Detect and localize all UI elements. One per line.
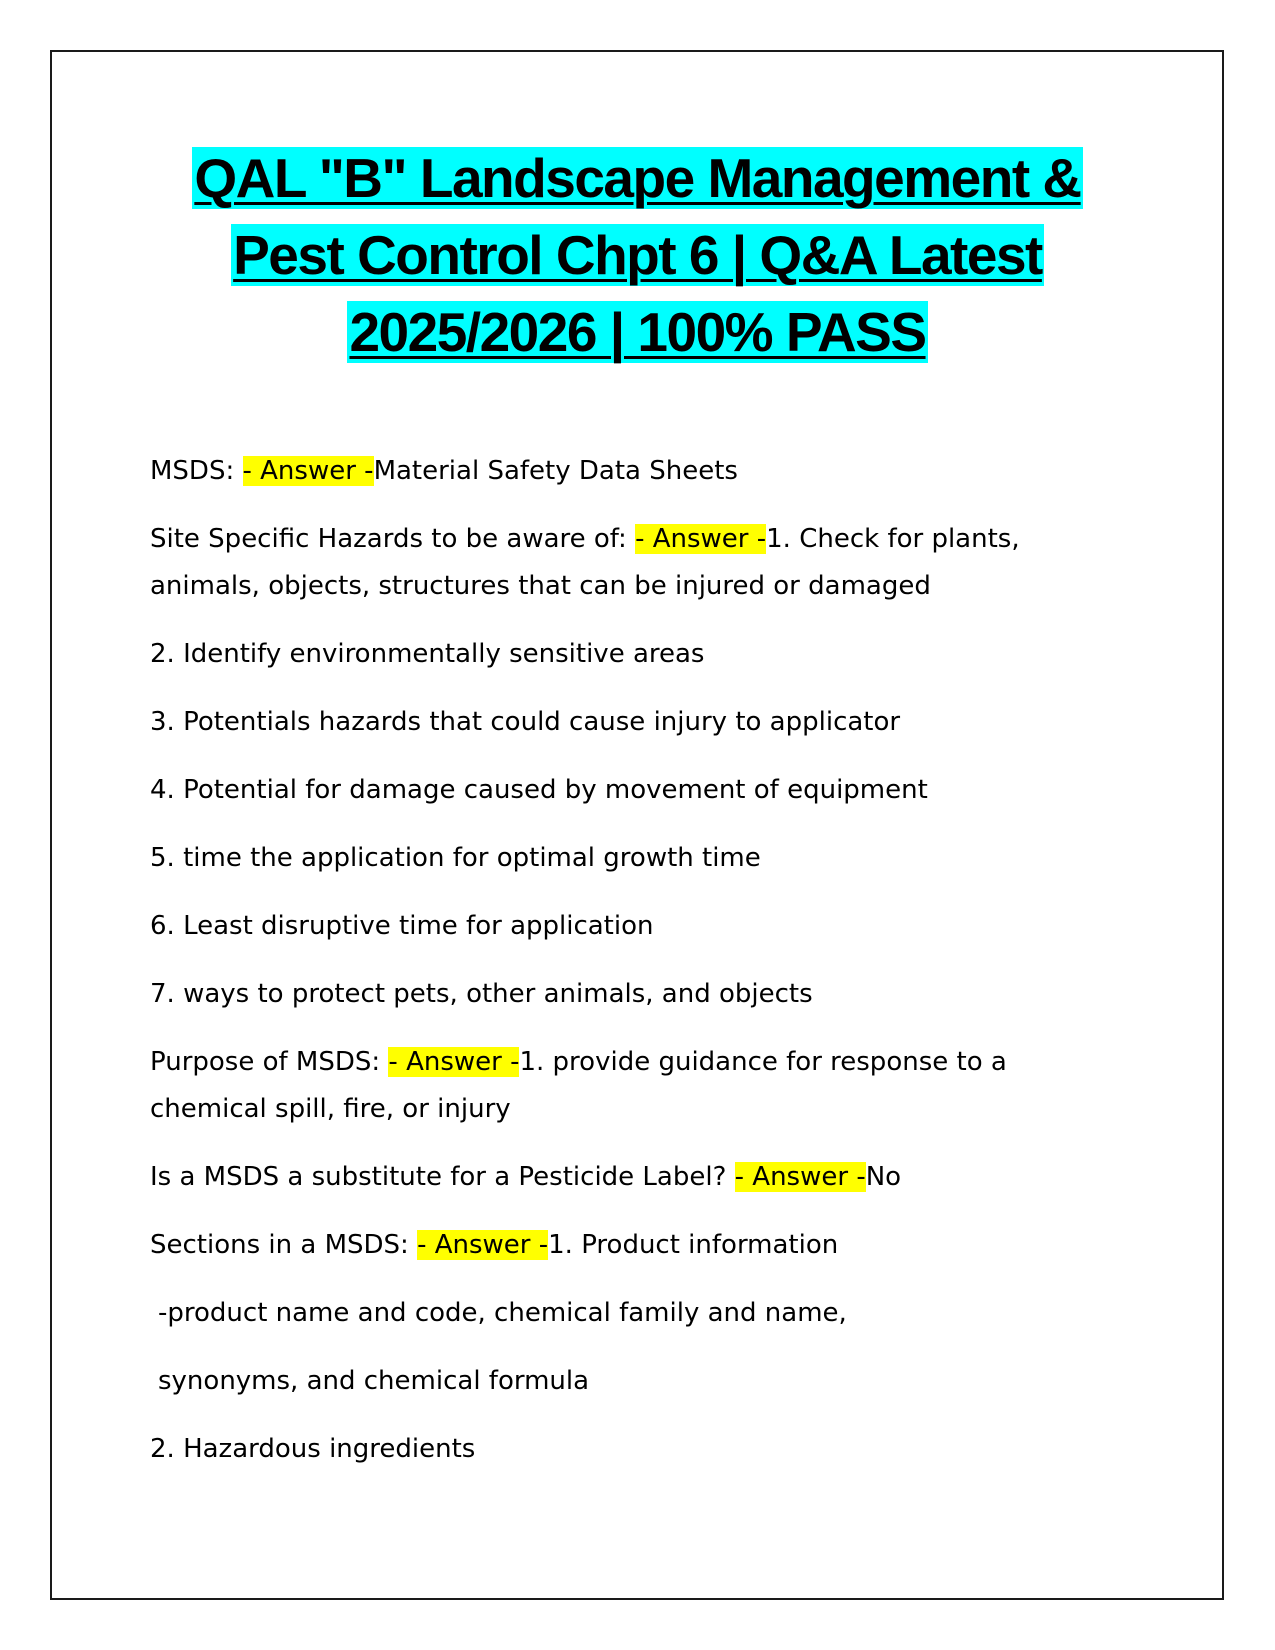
answer-marker: - Answer - xyxy=(417,1230,549,1260)
title-line-2: Pest Control Chpt 6 | Q&A Latest xyxy=(233,224,1042,286)
question-text: Purpose of MSDS: xyxy=(150,1047,389,1077)
answer-marker: - Answer - xyxy=(388,1047,520,1077)
answer-marker: - Answer - xyxy=(635,524,767,554)
document-title xyxy=(110,140,1165,371)
question-text: Site Specific Hazards to be aware of: xyxy=(150,524,636,554)
answer-text: 1. Check for plants, animals, objects, structures that can be injured or damaged xyxy=(150,524,1020,601)
qa-item-sections xyxy=(150,1222,1070,1269)
question-text: MSDS: xyxy=(150,456,243,486)
answer-text: 1. provide guidance for response to a chemical spill, fire, or injury xyxy=(150,1047,1007,1124)
answer-text: 1. Product information xyxy=(548,1230,839,1260)
answer-marker: - Answer - xyxy=(734,1162,866,1192)
qa-item-msds xyxy=(150,448,1070,495)
list-item: 6. Least disruptive time for application xyxy=(150,911,654,941)
answer-text: Material Safety Data Sheets xyxy=(373,456,738,486)
list-item: 7. ways to protect pets, other animals, and objects xyxy=(150,979,813,1009)
qa-item-substitute xyxy=(150,1154,1070,1201)
question-text: Sections in a MSDS: xyxy=(150,1230,418,1260)
answer-text: No xyxy=(865,1162,902,1192)
title-line-3: 2025/2026 | 100% PASS xyxy=(349,301,926,363)
list-item: -product name and code, chemical family and name, xyxy=(158,1298,847,1328)
question-text: Is a MSDS a substitute for a Pesticide Label? xyxy=(150,1162,735,1192)
list-item: 2. Hazardous ingredients xyxy=(150,1434,476,1464)
list-item: synonyms, and chemical formula xyxy=(158,1366,590,1396)
qa-item-purpose-msds xyxy=(150,1039,1070,1133)
list-item: 3. Potentials hazards that could cause injury to applicator xyxy=(150,707,901,737)
qa-item-site-hazards xyxy=(150,516,1070,610)
list-item: 5. time the application for optimal growth time xyxy=(150,843,761,873)
list-item: 4. Potential for damage caused by movement of equipment xyxy=(150,775,928,805)
qa-content xyxy=(150,448,1070,1494)
list-item: 2. Identify environmentally sensitive areas xyxy=(150,639,705,669)
title-line-1: QAL "B" Landscape Management & xyxy=(194,147,1081,209)
answer-marker: - Answer - xyxy=(242,456,374,486)
